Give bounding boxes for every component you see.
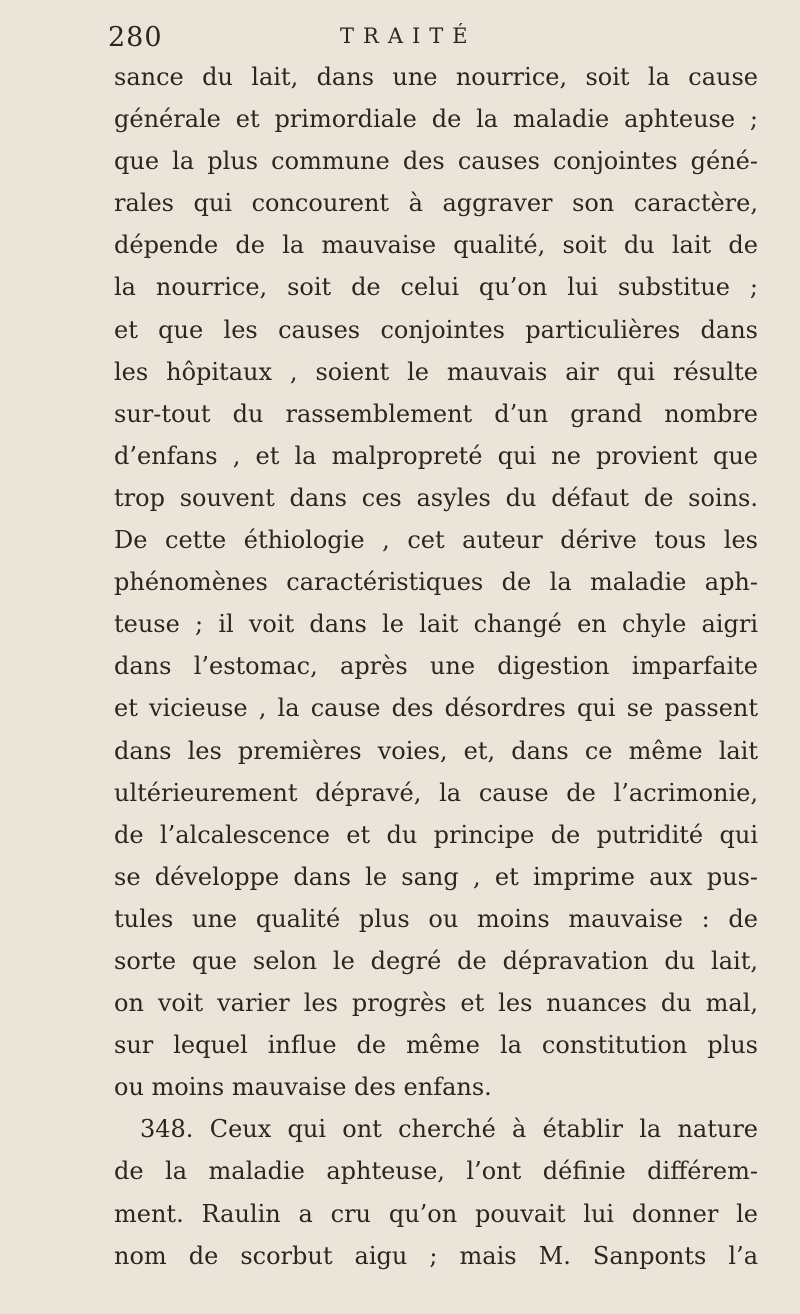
text-line: phénomènes caractéristiques de la maladie aph- [114,568,758,597]
text-line: et vicieuse , la cause des désordres qui se passent [114,694,758,723]
text-line: rales qui concourent à aggraver son caractère, [114,189,758,218]
paragraph-end-line: ou moins mauvaise des enfans. [114,1073,492,1102]
text-line: se développe dans le sang , et imprime aux pus- [114,862,758,891]
text-line: tules une qualité plus ou moins mauvaise : de [114,904,758,933]
text-line: sorte que selon le degré de dépravation du lait, [114,946,758,975]
text-line: la nourrice, soit de celui qu’on lui substitue ; [114,273,758,302]
text-line: que la plus commune des causes conjointes géné- [114,147,758,176]
text-line: générale et primordiale de la maladie aphteuse ; [114,105,758,134]
text-line: on voit varier les progrès et les nuances du mal, [114,989,758,1018]
text-line: dans l’estomac, après une digestion imparfaite [114,652,758,681]
text-line: de l’alcalescence et du principe de putridité qui [114,820,758,849]
text-line: nom de scorbut aigu ; mais M. Sanponts l’a [114,1241,758,1270]
text-line: de la maladie aphteuse, l’ont définie différem- [114,1157,758,1186]
text-line: les hôpitaux , soient le mauvais air qui résulte [114,357,758,386]
text-line: et que les causes conjointes particulières dans [114,315,758,344]
text-line: sance du lait, dans une nourrice, soit la cause [114,63,758,91]
text-line: ment. Raulin a cru qu’on pouvait lui donner le [114,1199,758,1228]
text-line: sur-tout du rassemblement d’un grand nombre [114,399,758,428]
paragraph-start-line: 348. Ceux qui ont cherché à établir la nature [140,1115,758,1144]
text-line: dans les premières voies, et, dans ce même lait [114,736,758,765]
text-line: ultérieurement dépravé, la cause de l’acrimonie, [114,778,758,807]
text-line: dépende de la mauvaise qualité, soit du lait de [114,231,758,260]
running-title: TRAITÉ [340,24,477,48]
text-line: De cette éthiologie , cet auteur dérive tous les [114,526,758,555]
page-number: 280 [108,22,163,53]
text-body [114,56,758,1277]
text-line: teuse ; il voit dans le lait changé en chyle aigri [114,610,758,639]
text-line: trop souvent dans ces asyles du défaut de soins. [114,483,758,512]
text-line: sur lequel influe de même la constitution plus [114,1031,758,1060]
text-line: d’enfans , et la malpropreté qui ne provient que [114,441,758,470]
